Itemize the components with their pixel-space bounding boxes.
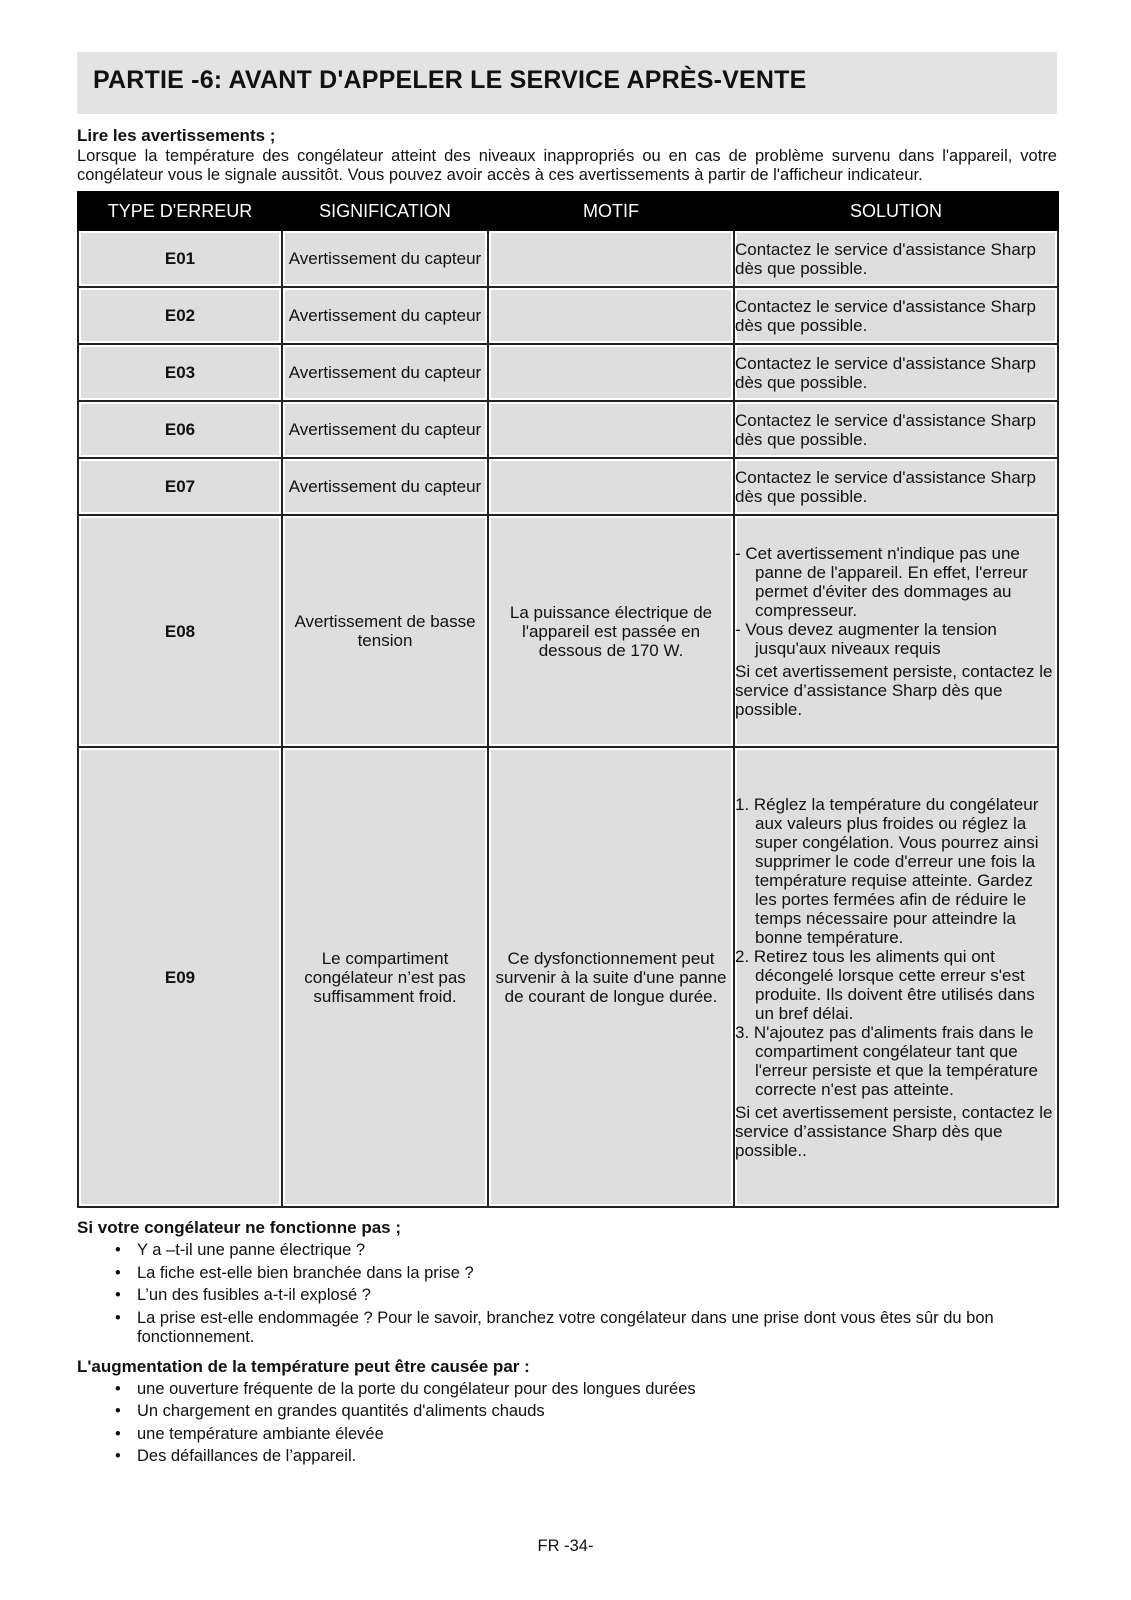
warnings-intro: Lorsque la température des congélateur atteint des niveaux inappropriés ou en cas de problème survenu dans l'appareil, votre congélateur vous le signale aussitôt. Vous pouvez avoir accès à ces avertissements à partir de l'afficheur indicateur. [77, 147, 1057, 184]
header-reason: MOTIF [488, 192, 734, 230]
error-code: E02 [78, 287, 282, 344]
error-code: E08 [78, 515, 282, 747]
solution-note: Si cet avertissement persiste, contactez le service d’assistance Sharp dès que possible. [735, 661, 1053, 719]
error-reason [488, 344, 734, 401]
error-meaning: Avertissement de basse tension [282, 515, 488, 747]
table-row [78, 515, 1058, 747]
error-reason: Ce dysfonctionnement peut survenir à la suite d'une panne de courant de longue durée. [488, 747, 734, 1207]
list-item: • L’un des fusibles a-t-il explosé ? [77, 1286, 1057, 1305]
error-solution: Contactez le service d'assistance Sharp dès que possible. [734, 458, 1058, 515]
error-code: E06 [78, 401, 282, 458]
error-code: E07 [78, 458, 282, 515]
header-meaning: SIGNIFICATION [282, 192, 488, 230]
list-item: • Des défaillances de l’appareil. [77, 1447, 1057, 1466]
not-working-heading: Si votre congélateur ne fonctionne pas ; [77, 1218, 401, 1237]
list-item: • La prise est-elle endommagée ? Pour le savoir, branchez votre congélateur dans une prise dont vous êtes sûr du bon fonctionnement. [77, 1309, 1057, 1347]
error-meaning: Le compartiment congélateur n’est pas suffisamment froid. [282, 747, 488, 1207]
header-error-type: TYPE D'ERREUR [78, 192, 282, 230]
error-meaning: Avertissement du capteur [282, 401, 488, 458]
error-reason [488, 401, 734, 458]
error-meaning: Avertissement du capteur [282, 458, 488, 515]
table-row [78, 458, 1058, 515]
solution-item: - Vous devez augmenter la tension jusqu'aux niveaux requis [735, 619, 997, 658]
error-meaning: Avertissement du capteur [282, 344, 488, 401]
table-row [78, 287, 1058, 344]
temperature-rise-heading: L'augmentation de la température peut être causée par : [77, 1356, 530, 1376]
table-row [78, 401, 1058, 458]
error-solution: Contactez le service d'assistance Sharp dès que possible. [734, 344, 1058, 401]
error-code: E09 [78, 747, 282, 1207]
table-header-row [78, 192, 1058, 230]
error-code: E01 [78, 230, 282, 287]
error-table [77, 191, 1059, 1208]
error-solution [734, 747, 1058, 1207]
page [77, 52, 1057, 1470]
solution-list [735, 795, 1057, 1099]
error-meaning: Avertissement du capteur [282, 230, 488, 287]
error-reason [488, 458, 734, 515]
warnings-heading: Lire les avertissements ; [77, 126, 276, 145]
table-row [78, 230, 1058, 287]
page-number: FR -34- [537, 1537, 594, 1555]
error-reason [488, 287, 734, 344]
solution-item: 1. Réglez la température du congélateur aux valeurs plus froides ou réglez la super congélation. Vous pourrez ainsi supprimer le code d'erreur une fois la température requise atteinte. Gardez les portes fermées afin de réduire le temps nécessaire pour atteindre la bonne température. [735, 794, 1039, 947]
solution-item: 3. N'ajoutez pas d'aliments frais dans le compartiment congélateur tant que l'erreur persiste et que la température correcte n'est pas atteinte. [735, 1022, 1038, 1099]
solution-item: 2. Retirez tous les aliments qui ont décongelé lorsque cette erreur s'est produite. Ils doivent être utilisés dans un bref délai. [735, 946, 1035, 1023]
table-row [78, 344, 1058, 401]
error-code: E03 [78, 344, 282, 401]
error-reason: La puissance électrique de l'appareil est passée en dessous de 170 W. [488, 515, 734, 747]
solution-item: - Cet avertissement n'indique pas une panne de l'appareil. En effet, l'erreur permet d'éviter des dommages au compresseur. [735, 543, 1028, 620]
error-reason [488, 230, 734, 287]
solution-note: Si cet avertissement persiste, contactez le service d’assistance Sharp dès que possible.. [735, 1102, 1053, 1160]
page-title: PARTIE -6: AVANT D'APPELER LE SERVICE APRÈS-VENTE [77, 52, 1057, 114]
temperature-rise-list [77, 1380, 1057, 1467]
table-row [78, 747, 1058, 1207]
list-item: • La fiche est-elle bien branchée dans la prise ? [77, 1264, 1057, 1283]
list-item: • Y a –t-il une panne électrique ? [77, 1241, 1057, 1260]
list-item: • Un chargement en grandes quantités d'aliments chauds [77, 1402, 1057, 1421]
error-solution: Contactez le service d'assistance Sharp dès que possible. [734, 230, 1058, 287]
list-item: • une température ambiante élevée [77, 1425, 1057, 1444]
not-working-list [77, 1241, 1057, 1347]
error-solution: Contactez le service d'assistance Sharp dès que possible. [734, 401, 1058, 458]
error-meaning: Avertissement du capteur [282, 287, 488, 344]
error-solution: Contactez le service d'assistance Sharp dès que possible. [734, 287, 1058, 344]
list-item: • une ouverture fréquente de la porte du congélateur pour des longues durées [77, 1380, 1057, 1399]
solution-list [735, 544, 1057, 658]
header-solution: SOLUTION [734, 192, 1058, 230]
error-solution [734, 515, 1058, 747]
